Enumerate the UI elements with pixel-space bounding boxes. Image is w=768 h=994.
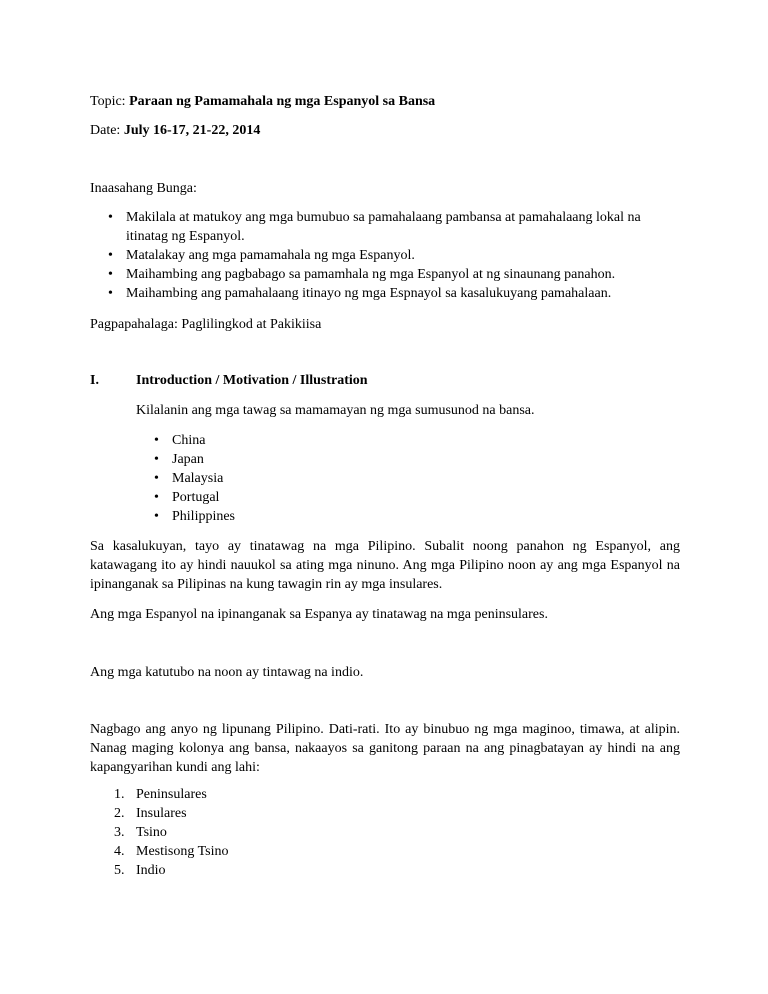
values-line: Pagpapahalaga: Paglilingkod at Pakikiisa: [90, 317, 322, 332]
date-value: July 16-17, 21-22, 2014: [123, 123, 261, 138]
list-item: • China: [136, 431, 536, 450]
paragraph-4: Nagbago ang anyo ng lipunang Pilipino. Dati-rati. Ito ay binubuo ng mga maginoo, timawa, at alipin. Nanag maging kolonya ang bansa, nakaayos sa ganitong paraan na ang pinagbatayan ay hindi na ang kapangyarihan kundi ang lahi:: [90, 722, 680, 775]
list-item: 2. Insulares: [114, 806, 187, 821]
list-item: 4. Mestisong Tsino: [114, 844, 229, 859]
paragraph-3: Ang mga katutubo na noon ay tintawag na indio.: [90, 665, 364, 680]
section-title: Introduction / Motivation / Illustration: [136, 373, 368, 388]
list-item: • Malaysia: [136, 469, 536, 488]
list-item: 5. Indio: [114, 863, 166, 878]
objectives-list: [90, 208, 680, 303]
paragraph-2: Ang mga Espanyol na ipinanganak sa Espanya ay tinatawag na mga peninsulares.: [90, 607, 548, 622]
list-item: • Philippines: [136, 507, 536, 526]
paragraph-1: Sa kasalukuyan, tayo ay tinatawag na mga Pilipino. Subalit noong panahon ng Espanyol, ang katawagang ito ay hindi nauukol sa ating mga ninuno. Ang mga Pilipino noon ay ang mga Espanyol na ipinanganak sa Pilipinas na kung tawagin rin ay mga insulares.: [90, 539, 680, 592]
topic-value: Paraan ng Pamamahala ng mga Espanyol sa Bansa: [129, 94, 436, 109]
date-label: Date:: [90, 123, 121, 138]
classes-list: [90, 785, 680, 880]
list-item: 3. Tsino: [114, 825, 167, 840]
section-heading: [90, 371, 680, 390]
date-line: [90, 121, 680, 140]
list-item: • Makilala at matukoy ang mga bumubuo sa pamahalaang pambansa at pamahalaang lokal na itinatag ng Espanyol.: [90, 208, 680, 246]
list-item: • Maihambing ang pagbabago sa pamamhala ng mga Espanyol at ng sinaunang panahon.: [90, 265, 680, 284]
list-item: • Maihambing ang pamahalaang itinayo ng mga Espnayol sa kasalukuyang pamahalaan.: [90, 284, 680, 303]
list-item: 1. Peninsulares: [114, 787, 207, 802]
list-item: • Portugal: [136, 488, 536, 507]
list-item: • Japan: [136, 450, 536, 469]
objectives-heading: Inaasahang Bunga:: [90, 181, 197, 196]
list-item: • Matalakay ang mga pamamahala ng mga Espanyol.: [90, 246, 680, 265]
section-numeral: I.: [90, 373, 99, 388]
section-instruction: Kilalanin ang mga tawag sa mamamayan ng mga sumusunod na bansa.: [136, 403, 535, 418]
topic-label: Topic:: [90, 94, 126, 109]
countries-list: [136, 431, 536, 526]
topic-line: [90, 92, 680, 111]
